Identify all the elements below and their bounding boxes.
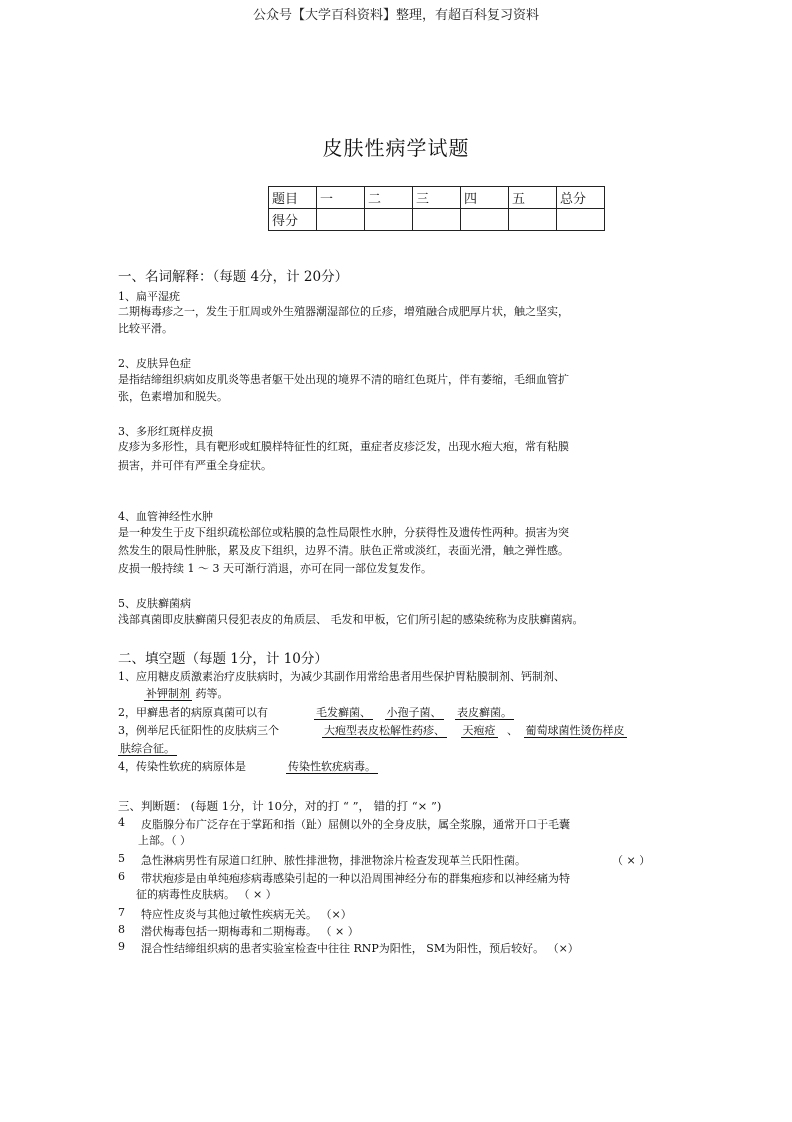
fill-answer: 肤综合征。 — [120, 742, 175, 755]
judge-number: 7 — [118, 906, 125, 919]
judge-number: 4 — [118, 816, 125, 829]
term-title: 4、血管神经性水肿 — [118, 510, 213, 523]
section1-heading: 一、名词解释：（每题 4分，计 20分） — [118, 269, 349, 285]
judge-statement-line: 混合性结缔组织病的患者实验室检查中往往 RNP为阳性， SM为阳性，预后较好。 （×） — [141, 942, 579, 955]
score-cell — [461, 209, 509, 231]
score-cell — [317, 209, 365, 231]
term-definition-line: 皮损一般持续 1 ～ 3 天可渐行消退，亦可在同一部位发复发作。 — [118, 562, 432, 575]
fill-tail: 药等。 — [195, 687, 229, 700]
term-definition-line: 是一种发生于皮下组织疏松部位或粘膜的急性局限性水肿，分获得性及遗传性两种。损害为突 — [118, 526, 569, 539]
score-header-cell: 总分 — [557, 187, 605, 209]
fill-answer: 表皮癣菌。 — [457, 706, 512, 719]
score-header-cell: 五 — [509, 187, 557, 209]
judge-statement-line: 特应性皮炎与其他过敏性疾病无关。 （×） — [141, 908, 352, 921]
term-definition-line: 皮疹为多形性，具有靶形或虹膜样特征性的红斑，重症者皮疹泛发，出现水疱大疱，常有粘膜 — [118, 440, 569, 453]
term-title: 1、扁平湿疣 — [118, 290, 180, 303]
score-cell — [413, 209, 461, 231]
score-row-label: 得分 — [269, 209, 317, 231]
term-title: 3、多形红斑样皮损 — [118, 425, 213, 438]
fill-question-continuation — [144, 685, 229, 701]
fill-question: 4，传染性软疣的病原体是 — [118, 760, 246, 773]
score-table-header-row — [269, 187, 605, 209]
section2-heading: 二、填空题（每题 1分，计 10分） — [118, 651, 328, 667]
judge-mark: （ × ） — [612, 854, 651, 867]
judge-statement-line: 带状疱疹是由单纯疱疹病毒感染引起的一种以沿周围神经分布的群集疱疹和以神经痛为特 — [141, 872, 570, 885]
term-title: 5、皮肤癣菌病 — [118, 597, 191, 610]
fill-answer: 天疱疮 — [462, 724, 496, 737]
score-header-cell: 题目 — [269, 187, 317, 209]
term-definition-line: 是指结缔组织病如皮肌炎等患者躯干处出现的境界不清的暗红色斑片，伴有萎缩，毛细血管扩 — [118, 373, 569, 386]
score-header-cell: 一 — [317, 187, 365, 209]
fill-separator: 、 — [507, 724, 518, 737]
judge-statement-line: 皮脂腺分布广泛存在于掌跖和指（趾）屈侧以外的全身皮肤，属全浆腺，通常开口于毛囊 — [141, 818, 570, 831]
term-definition-line: 损害，并可伴有严重全身症状。 — [118, 459, 272, 472]
judge-number: 6 — [118, 870, 125, 883]
score-table — [268, 186, 605, 231]
section3-heading: 三、判断题： (每题 1分，计 10分，对的打 “ ”， 错的打 “× ”) — [118, 799, 442, 813]
score-header-cell: 三 — [413, 187, 461, 209]
term-title: 2、皮肤异色症 — [118, 357, 191, 370]
score-cell — [365, 209, 413, 231]
term-definition-line: 浅部真菌即皮肤癣菌只侵犯表皮的角质层、 毛发和甲板，它们所引起的感染统称为皮肤癣菌病。 — [118, 613, 584, 626]
fill-answer-group — [322, 722, 627, 738]
header-note: 公众号【大学百科资料】整理，有超百科复习资料 — [252, 8, 539, 23]
fill-answer: 毛发癣菌、 — [316, 706, 371, 719]
fill-answer: 小孢子菌、 — [386, 706, 442, 719]
term-definition-line: 比较平滑。 — [118, 322, 173, 335]
judge-statement-line: 潜伏梅毒包括一期梅毒和二期梅毒。 （ × ） — [141, 925, 359, 938]
judge-statement-line: 征的病毒性皮肤病。 （ × ） — [136, 888, 277, 901]
term-definition-line: 二期梅毒疹之一，发生于肛周或外生殖器潮湿部位的丘疹，增殖融合成肥厚片状，触之坚实， — [118, 305, 569, 318]
page-title: 皮肤性病学试题 — [322, 136, 470, 160]
fill-answer: 传染性软疣病毒。 — [288, 760, 376, 773]
fill-answer: 大疱型表皮松解性药疹、 — [324, 724, 445, 737]
fill-answer-group — [286, 758, 378, 774]
judge-number: 5 — [118, 852, 125, 865]
score-table-score-row — [269, 209, 605, 231]
judge-statement-line: 上部。（ ） — [138, 834, 191, 847]
term-definition-line: 然发生的限局性肿胀，累及皮下组织，边界不清。肤色正常或淡红，表面光滑，触之弹性感。 — [118, 544, 569, 557]
fill-answer: 葡萄球菌性烫伤样皮 — [525, 724, 625, 737]
fill-answer: 补钾制剂 — [146, 687, 190, 700]
score-cell — [509, 209, 557, 231]
score-header-cell: 四 — [461, 187, 509, 209]
fill-question: 3，例举尼氏征阳性的皮肤病三个 — [118, 724, 279, 737]
fill-question-continuation — [118, 740, 177, 756]
judge-statement-line: 急性淋病男性有尿道口红肿、脓性排泄物，排泄物涂片检查发现革兰氏阳性菌。 — [141, 854, 526, 867]
score-header-cell: 二 — [365, 187, 413, 209]
fill-question: 1、应用糖皮质激素治疗皮肤病时，为减少其副作用常给患者用些保护胃粘膜制剂、钙制剂、 — [118, 670, 565, 683]
term-definition-line: 张，色素增加和脱失。 — [118, 390, 228, 403]
judge-number: 9 — [118, 940, 125, 953]
judge-number: 8 — [118, 923, 125, 936]
fill-answer-group — [314, 704, 514, 720]
score-cell — [557, 209, 605, 231]
fill-question: 2，甲癣患者的病原真菌可以有 — [118, 706, 268, 719]
